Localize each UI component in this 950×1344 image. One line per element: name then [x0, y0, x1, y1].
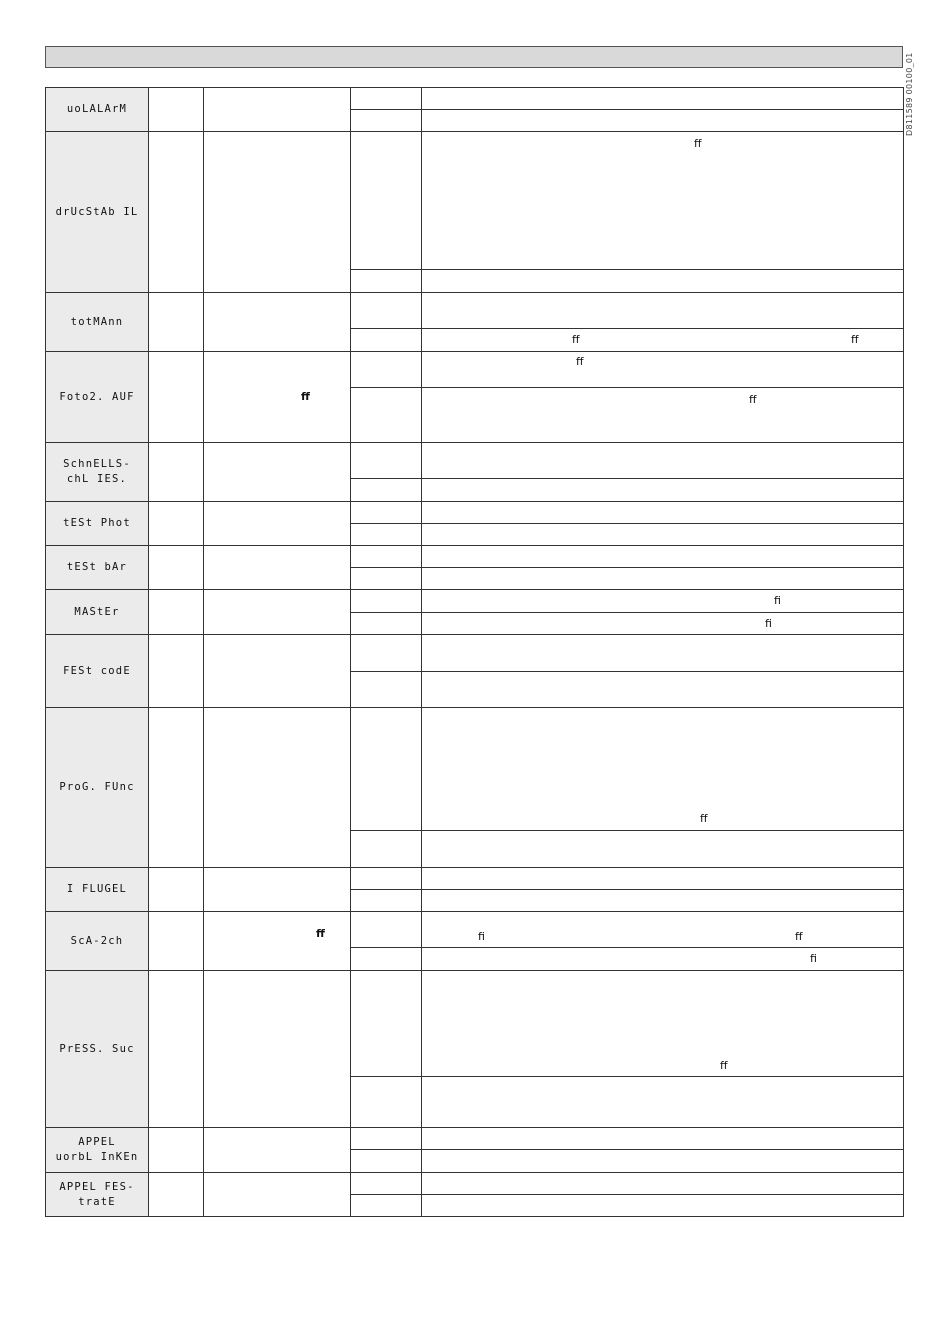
param-description	[204, 352, 351, 443]
param-cell	[149, 635, 204, 708]
option-description	[422, 352, 904, 388]
param-name: ScA-2ch	[46, 912, 149, 971]
option-description	[422, 502, 904, 524]
option-cell	[351, 352, 422, 388]
param-cell	[149, 88, 204, 132]
option-description	[422, 479, 904, 502]
option-cell	[351, 890, 422, 912]
ligature-glyph: fi	[810, 952, 817, 965]
param-cell	[149, 352, 204, 443]
ligature-glyph: ff	[694, 137, 702, 150]
option-cell	[351, 388, 422, 443]
param-description	[204, 590, 351, 635]
option-cell	[351, 132, 422, 270]
param-cell	[149, 546, 204, 590]
param-description	[204, 132, 351, 293]
ligature-glyph: ff	[749, 393, 757, 406]
option-description	[422, 590, 904, 613]
param-cell	[149, 1128, 204, 1173]
option-cell	[351, 1195, 422, 1217]
ligature-glyph: ff	[795, 930, 803, 943]
param-name: totMAnn	[46, 293, 149, 352]
param-name: PrESS. Suc	[46, 971, 149, 1128]
ligature-glyph: ff	[851, 333, 859, 346]
param-name: drUcStAb IL	[46, 132, 149, 293]
option-cell	[351, 1077, 422, 1128]
param-name: FESt codE	[46, 635, 149, 708]
ligature-glyph: fi	[774, 594, 781, 607]
param-description	[204, 88, 351, 132]
param-cell	[149, 443, 204, 502]
ligature-glyph: ff	[572, 333, 580, 346]
option-cell	[351, 88, 422, 110]
param-description	[204, 1173, 351, 1217]
option-description	[422, 635, 904, 672]
parameter-table	[45, 87, 904, 1217]
option-cell	[351, 912, 422, 948]
ligature-glyph: ff	[301, 390, 310, 403]
param-description	[204, 502, 351, 546]
option-description	[422, 1173, 904, 1195]
option-cell	[351, 1173, 422, 1195]
option-description	[422, 1195, 904, 1217]
ligature-glyph: ff	[576, 355, 584, 368]
param-cell	[149, 590, 204, 635]
param-description	[204, 546, 351, 590]
option-description	[422, 329, 904, 352]
option-description	[422, 132, 904, 270]
option-description	[422, 613, 904, 635]
option-description	[422, 546, 904, 568]
param-description	[204, 443, 351, 502]
option-cell	[351, 708, 422, 831]
param-description	[204, 708, 351, 868]
option-cell	[351, 613, 422, 635]
option-cell	[351, 293, 422, 329]
option-cell	[351, 443, 422, 479]
option-description	[422, 1150, 904, 1173]
param-name: SchnELLS- chL IES.	[46, 443, 149, 502]
param-description	[204, 1128, 351, 1173]
param-cell	[149, 1173, 204, 1217]
param-name: tESt bAr	[46, 546, 149, 590]
param-cell	[149, 293, 204, 352]
option-cell	[351, 479, 422, 502]
option-description	[422, 88, 904, 110]
option-description	[422, 708, 904, 831]
option-cell	[351, 948, 422, 971]
option-description	[422, 443, 904, 479]
option-cell	[351, 635, 422, 672]
param-name: uoLALArM	[46, 88, 149, 132]
ligature-glyph: ff	[316, 927, 325, 940]
param-name: APPEL FES- tratE	[46, 1173, 149, 1217]
option-cell	[351, 270, 422, 293]
option-cell	[351, 672, 422, 708]
param-name: APPEL uorbL InKEn	[46, 1128, 149, 1173]
option-cell	[351, 502, 422, 524]
param-name: I FLUGEL	[46, 868, 149, 912]
ligature-glyph: ff	[720, 1059, 728, 1072]
option-cell	[351, 971, 422, 1077]
ligature-glyph: fi	[765, 617, 772, 630]
option-cell	[351, 1150, 422, 1173]
option-description	[422, 568, 904, 590]
option-cell	[351, 831, 422, 868]
ligature-glyph: fi	[478, 930, 485, 943]
option-cell	[351, 110, 422, 132]
option-cell	[351, 524, 422, 546]
option-description	[422, 270, 904, 293]
param-description	[204, 912, 351, 971]
option-description	[422, 1128, 904, 1150]
option-description	[422, 672, 904, 708]
option-description	[422, 293, 904, 329]
option-description	[422, 868, 904, 890]
param-cell	[149, 132, 204, 293]
option-description	[422, 524, 904, 546]
param-cell	[149, 912, 204, 971]
option-description	[422, 912, 904, 948]
option-cell	[351, 590, 422, 613]
option-cell	[351, 1128, 422, 1150]
option-cell	[351, 568, 422, 590]
param-name: ProG. FUnc	[46, 708, 149, 868]
option-description	[422, 890, 904, 912]
param-name: Foto2. AUF	[46, 352, 149, 443]
param-description	[204, 293, 351, 352]
param-description	[204, 635, 351, 708]
ligature-glyph: ff	[700, 812, 708, 825]
param-cell	[149, 502, 204, 546]
option-cell	[351, 868, 422, 890]
option-cell	[351, 329, 422, 352]
option-description	[422, 388, 904, 443]
section-header-bar	[45, 46, 903, 68]
param-cell	[149, 868, 204, 912]
document-code: D811589 00100_01	[905, 52, 914, 136]
option-description	[422, 1077, 904, 1128]
option-cell	[351, 546, 422, 568]
param-name: tESt Phot	[46, 502, 149, 546]
param-description	[204, 868, 351, 912]
option-description	[422, 971, 904, 1077]
option-description	[422, 948, 904, 971]
option-description	[422, 110, 904, 132]
param-description	[204, 971, 351, 1128]
param-cell	[149, 971, 204, 1128]
option-description	[422, 831, 904, 868]
param-cell	[149, 708, 204, 868]
param-name: MAStEr	[46, 590, 149, 635]
